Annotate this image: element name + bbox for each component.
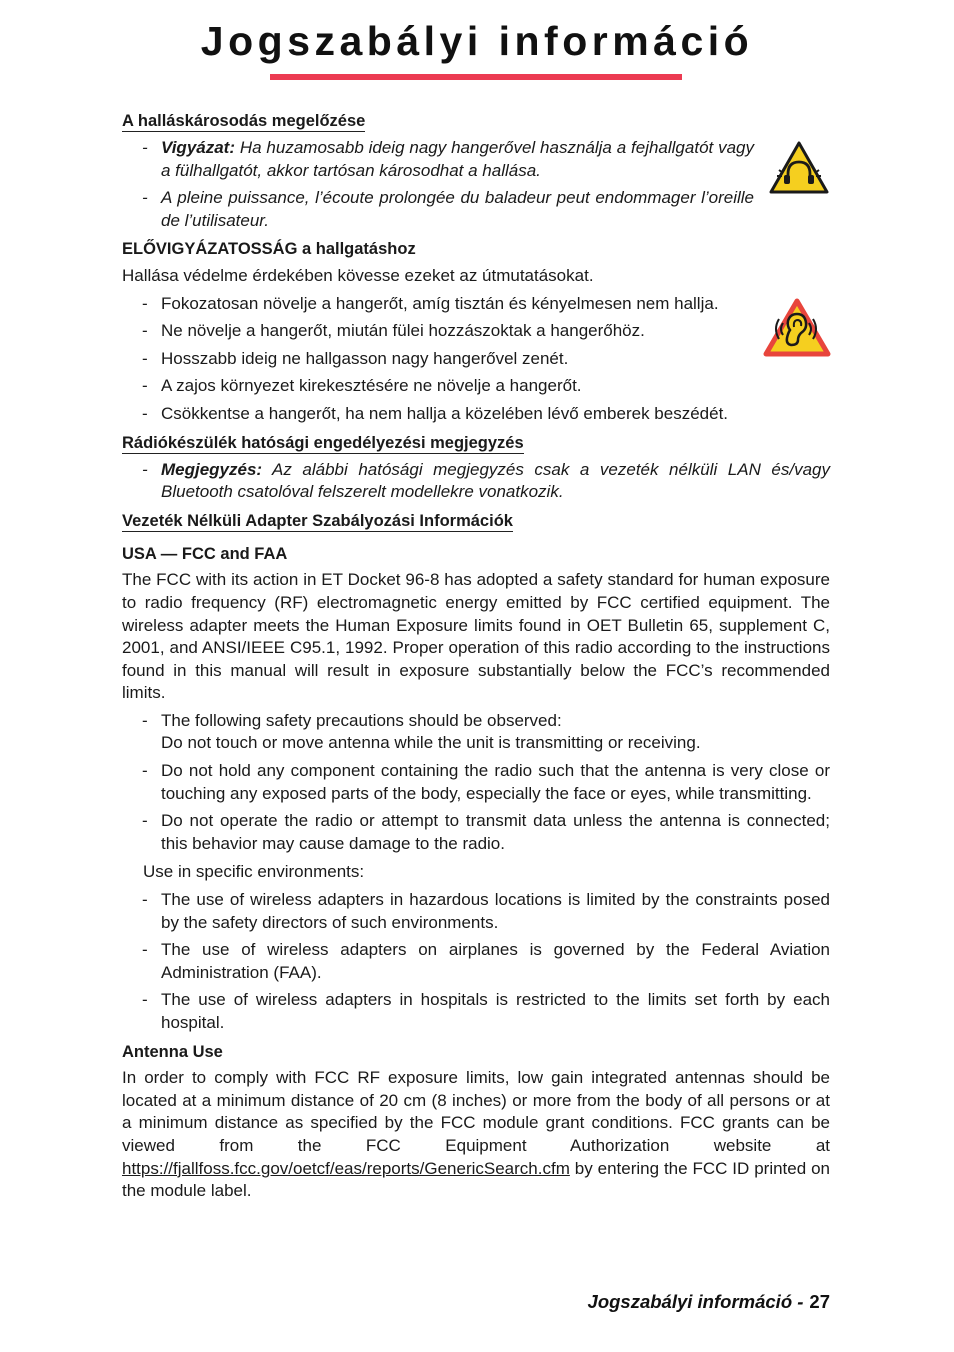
item-line: The following safety precautions should be observed:: [161, 710, 562, 730]
list-item: - Ne növelje a hangerőt, miután fülei hozzászoktak a hangerőhöz.: [122, 320, 830, 343]
radio-notice-heading: Rádiókészülék hatósági engedélyezési megjegyzés: [122, 433, 524, 452]
page-content: [122, 110, 830, 1208]
use-env-label: Use in specific environments:: [143, 862, 365, 882]
item-line: Do not touch or move antenna while the unit is transmitting or receiving.: [161, 733, 701, 753]
list-item: - Hosszabb ideig ne hallgasson nagy hangerővel zenét.: [122, 348, 830, 371]
env-list: [122, 889, 830, 1035]
warning-lead: Vigyázat:: [161, 138, 236, 157]
title-underline: [270, 74, 682, 80]
antenna-heading: Antenna Use: [122, 1042, 223, 1061]
warning-text: Ha huzamosabb ideig nagy hangerővel használja a fejhallgatót vagy a fülhallgatót, akkor tartósan károsodhat a hallása.: [161, 138, 754, 180]
ear-warning-icon: [762, 297, 832, 364]
usa-paragraph: The FCC with its action in ET Docket 96-8 has adopted a safety standard for human exposure to radio frequency (RF) electromagnetic energy emitted by FCC certified equipment. The wireless adapter meets the Human Exposure limits found in OET Bulletin 65, supplement C, 2001, and ANSI/IEEE C95.1, 1992. Proper operation of this radio according to the instructions found in this manual will result in exposure substantially below the FCC’s recommended limits.: [122, 570, 830, 703]
note-lead: Megjegyzés:: [161, 459, 263, 479]
page-number: 27: [809, 1291, 830, 1312]
precautions-heading: ELŐVIGYÁZATOSSÁG a hallgatáshoz: [122, 240, 416, 259]
fcc-link[interactable]: https://fjallfoss.fcc.gov/oetcf/eas/reports/GenericSearch.cfm: [122, 1158, 570, 1178]
page-footer: [588, 1291, 830, 1313]
usa-list: [122, 710, 830, 856]
note-text: Az alábbi hatósági megjegyzés csak a vezeték nélküli LAN és/vagy Bluetooth csatolóval felszerelt modellekre vonatkozik.: [161, 459, 830, 502]
list-item: [122, 710, 830, 755]
antenna-text-end: by entering the FCC ID printed on the module label.: [122, 1158, 830, 1201]
antenna-text: In order to comply with FCC RF exposure limits, low gain integrated antennas should be located at a minimum distance of 20 cm (8 inches) or more from the body of all persons or at a minimum distance as specified by the FCC module grant conditions. FCC grants can be viewed from the FCC Equipment Authorization website at: [122, 1068, 830, 1155]
hearing-list: [122, 137, 754, 232]
list-item: - A pleine puissance, l’écoute prolongée du baladeur peut endommager l’oreille de l’utilisateur.: [122, 187, 754, 232]
list-item: - Csökkentse a hangerőt, ha nem hallja a közelében lévő emberek beszédét.: [122, 403, 830, 426]
list-item: - Fokozatosan növelje a hangerőt, amíg tisztán és kényelmesen nem hallja.: [122, 293, 830, 316]
list-item: - The use of wireless adapters in hazardous locations is limited by the constraints posed by the safety directors of such environments.: [122, 889, 830, 934]
list-item: - Do not hold any component containing the radio such that the antenna is very close or touching any exposed parts of the body, especially the face or eyes, while transmitting.: [122, 760, 830, 805]
usa-heading: USA — FCC and FAA: [122, 544, 288, 563]
list-item: [122, 137, 754, 182]
page-title: Jogszabályi információ: [200, 18, 754, 64]
list-item: - A zajos környezet kirekesztésére ne növelje a hangerőt.: [122, 375, 830, 398]
list-item: - The use of wireless adapters on airplanes is governed by the Federal Aviation Administration (FAA).: [122, 939, 830, 984]
wireless-heading: Vezeték Nélküli Adapter Szabályozási Információk: [122, 511, 513, 530]
antenna-paragraph: [122, 1067, 830, 1203]
list-item: [122, 459, 830, 504]
hearing-heading: A halláskárosodás megelőzése: [122, 112, 366, 130]
precautions-intro: Hallása védelme érdekében kövesse ezeket az útmutatásokat.: [122, 265, 594, 285]
radio-notice-list: [122, 459, 830, 504]
precautions-list: [122, 293, 830, 426]
footer-label: Jogszabályi információ -: [587, 1291, 804, 1312]
headphone-warning-icon: [768, 140, 830, 201]
list-item: - Do not operate the radio or attempt to transmit data unless the antenna is connected; this behavior may cause damage to the radio.: [122, 810, 830, 855]
list-item: - The use of wireless adapters in hospitals is restricted to the limits set forth by each hospital.: [122, 989, 830, 1034]
